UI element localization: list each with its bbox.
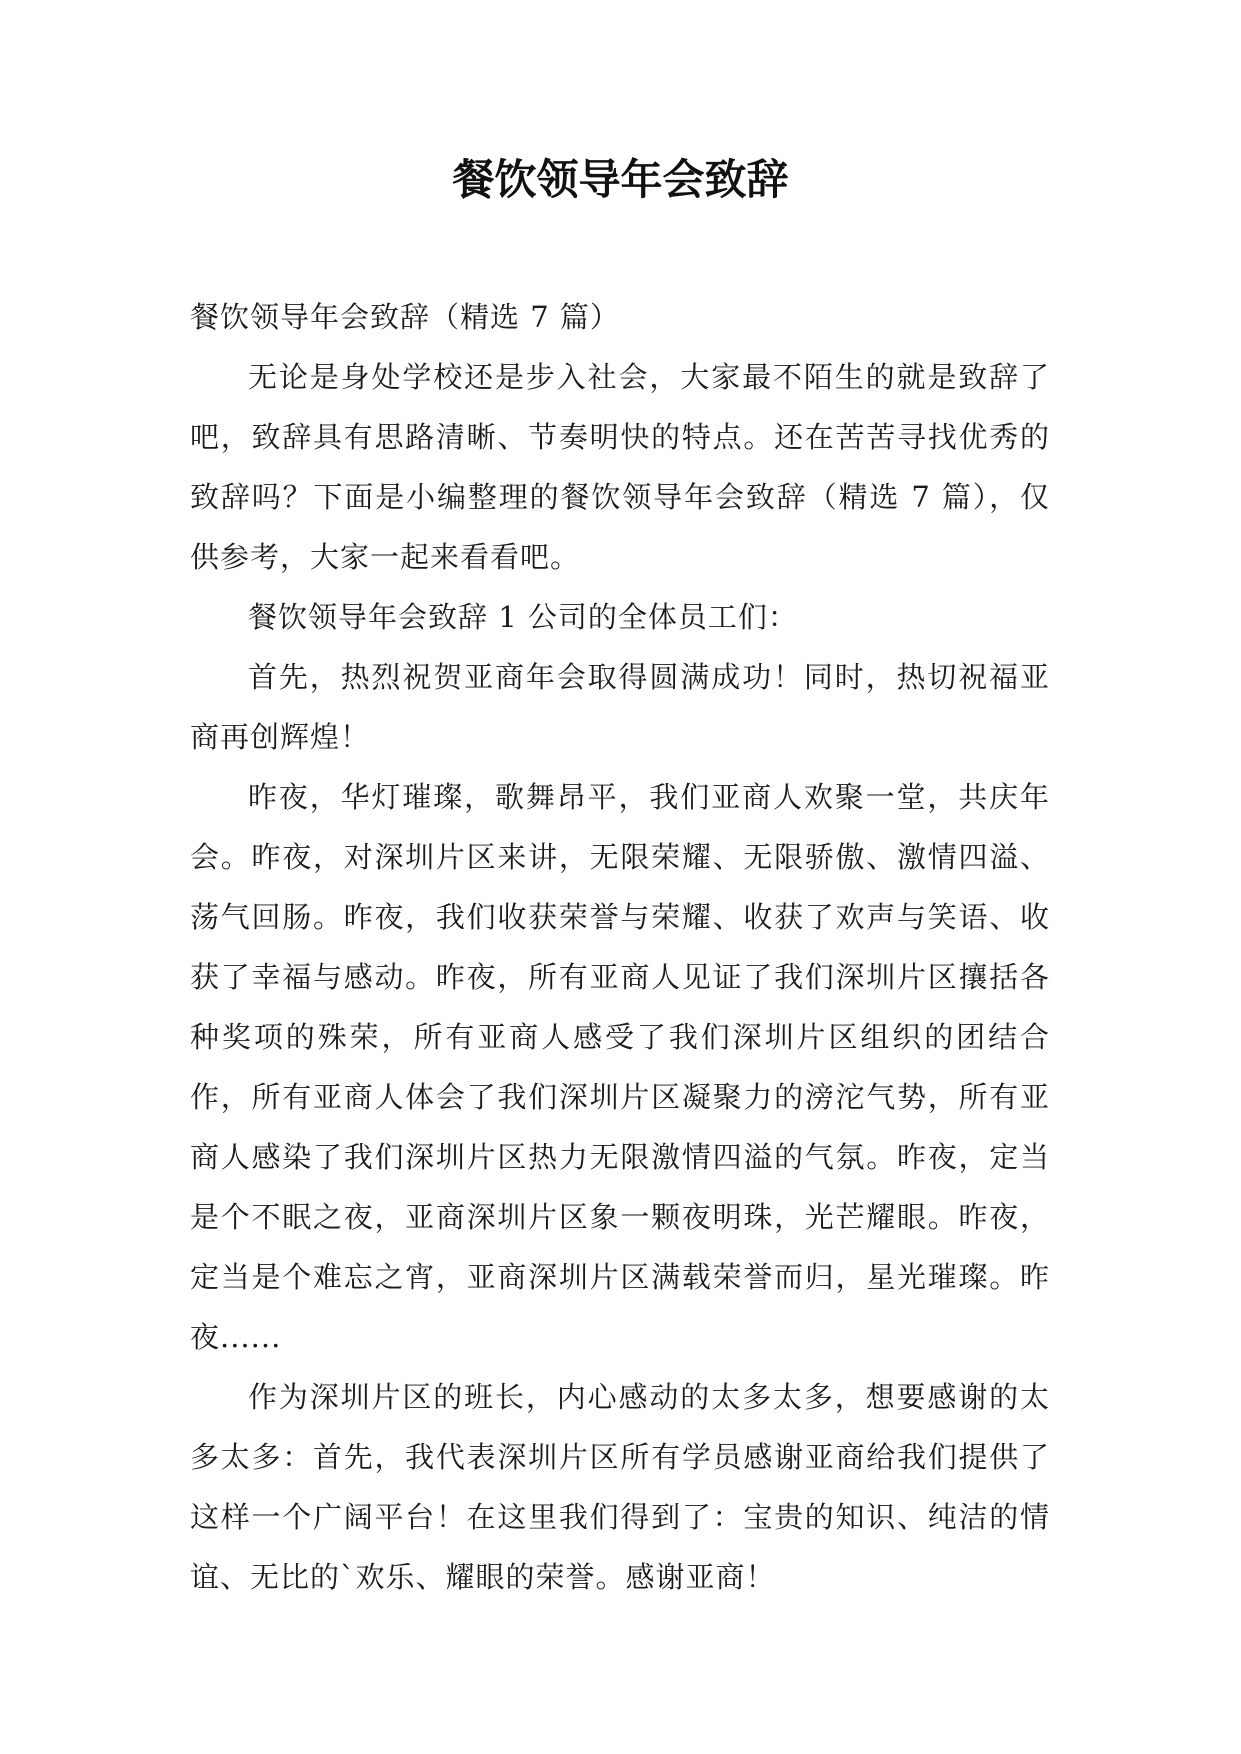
document-body (190, 287, 1050, 1607)
document-title: 餐饮领导年会致辞 (452, 155, 789, 204)
subtitle-paragraph: 餐饮领导年会致辞（精选 7 篇） (190, 300, 620, 334)
intro-paragraph: 无论是身处学校还是步入社会，大家最不陌生的就是致辞了吧，致辞具有思路清晰、节奏明快的特点。还在苦苦寻找优秀的致辞吗？下面是小编整理的餐饮领导年会致辞（精选 7 篇），仅供参考，大家一起来看看吧。 (190, 360, 1050, 574)
salutation-paragraph: 餐饮领导年会致辞 1 公司的全体员工们： (248, 600, 798, 634)
congrats-paragraph: 首先，热烈祝贺亚商年会取得圆满成功！同时，热切祝福亚商再创辉煌！ (190, 660, 1050, 754)
last-night-paragraph: 昨夜，华灯璀璨，歌舞昂平，我们亚商人欢聚一堂，共庆年会。昨夜，对深圳片区来讲，无限荣耀、无限骄傲、激情四溢、荡气回肠。昨夜，我们收获荣誉与荣耀、收获了欢声与笑语、收获了幸福与感动。昨夜，所有亚商人见证了我们深圳片区攘括各种奖项的殊荣，所有亚商人感受了我们深圳片区组织的团结合作，所有亚商人体会了我们深圳片区凝聚力的滂沱气势，所有亚商人感染了我们深圳片区热力无限激情四溢的气氛。昨夜，定当是个不眠之夜，亚商深圳片区象一颗夜明珠，光芒耀眼。昨夜，定当是个难忘之宵，亚商深圳片区满载荣誉而归，星光璀璨。昨夜...... (190, 780, 1050, 1354)
thanks-paragraph: 作为深圳片区的班长，内心感动的太多太多，想要感谢的太多太多：首先，我代表深圳片区所有学员感谢亚商给我们提供了这样一个广阔平台！在这里我们得到了：宝贵的知识、纯洁的情谊、无比的`欢乐、耀眼的荣誉。感谢亚商！ (190, 1380, 1050, 1594)
